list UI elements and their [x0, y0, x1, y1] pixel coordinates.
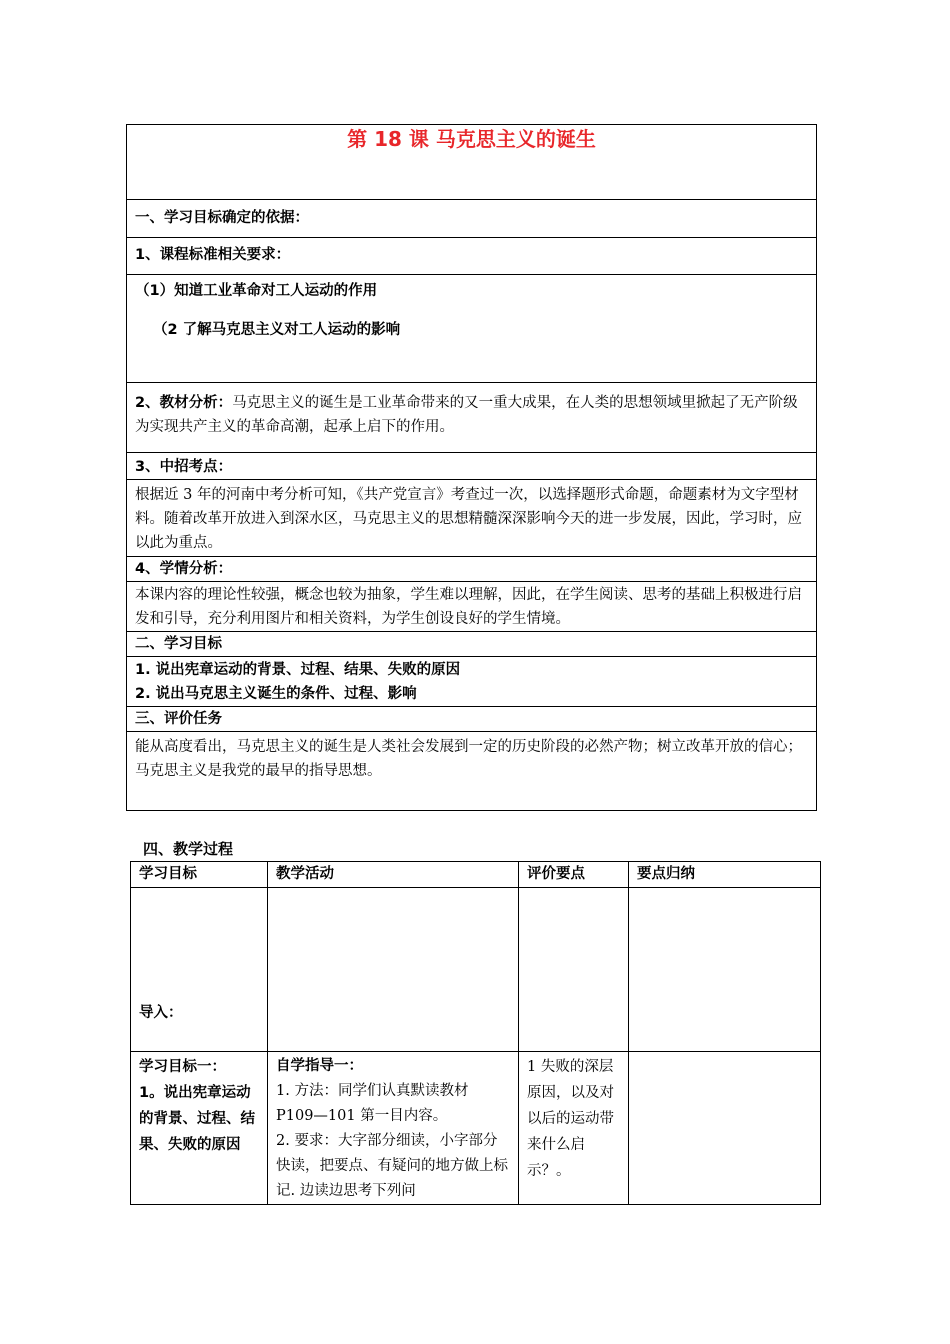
- column-header: 评价要点: [519, 862, 629, 888]
- textbook-analysis-cell: [127, 383, 817, 453]
- eval-point-cell: 1 失败的深层原因，以及对以后的运动带来什么启示？。: [519, 1052, 629, 1205]
- lesson-plan-table: [126, 124, 817, 811]
- column-header: 要点归纳: [629, 862, 821, 888]
- exam-text: 根据近 3 年的河南中考分析可知，《共产党宣言》考查过一次，以选择题形式命题，命题素材为文字型材料。随着改革开放进入到深水区，马克思主义的思想精髓深深影响今天的进一步发展，因此，学习时，应以此为重点。: [127, 480, 817, 557]
- requirement-1: （1）知道工业革命对工人运动的作用: [135, 283, 378, 299]
- exam-heading: 3、中招考点：: [127, 453, 817, 480]
- process-heading: 四、教学过程: [143, 840, 234, 858]
- textbook-label: 2、教材分析：: [135, 395, 233, 411]
- requirements-cell: [127, 275, 817, 383]
- teaching-process-table: [130, 861, 821, 1205]
- column-header: 教学活动: [268, 862, 519, 888]
- intro-cell: [131, 888, 268, 1052]
- goal-one-cell: [131, 1052, 268, 1205]
- textbook-text: 马克思主义的诞生是工业革命带来的又一重大成果，在人类的思想领域里掀起了无产阶级为实现共产主义的革命高潮，起承上启下的作用。: [135, 395, 798, 435]
- title-cell: [127, 125, 817, 200]
- column-header: 学习目标: [131, 862, 268, 888]
- intro-activity-cell: [268, 888, 519, 1052]
- activity-title: 自学指导一：: [276, 1058, 363, 1074]
- eval-heading: 三、评价任务: [127, 707, 817, 732]
- activity-method: 1. 方法：同学们认真默读教材 P109—101 第一目内容。: [276, 1083, 469, 1124]
- curriculum-heading: 1、课程标准相关要求：: [127, 238, 817, 275]
- goals-cell: [127, 657, 817, 707]
- activity-requirement: 2. 要求：大字部分细读，小字部分快读，把要点、有疑问的地方做上标记. 边读边思考下列问: [276, 1133, 508, 1199]
- intro-label: 导入：: [139, 1005, 183, 1021]
- student-text: 本课内容的理论性较强，概念也较为抽象，学生难以理解，因此，在学生阅读、思考的基础上积极进行启发和引导，充分利用图片和相关资料，为学生创设良好的学生情境。: [127, 582, 817, 632]
- goals-heading: 二、学习目标: [127, 632, 817, 657]
- intro-eval-cell: [519, 888, 629, 1052]
- activity-cell: [268, 1052, 519, 1205]
- student-heading: 4、学情分析：: [127, 557, 817, 582]
- intro-summary-cell: [629, 888, 821, 1052]
- goal-2: 2. 说出马克思主义诞生的条件、过程、影响: [135, 686, 417, 702]
- goal-one-text: 1。说出宪章运动的背景、过程、结果、失败的原因: [139, 1085, 255, 1153]
- goal-1: 1. 说出宪章运动的背景、过程、结果、失败的原因: [135, 662, 461, 678]
- page-title: 第 18 课 马克思主义的诞生: [347, 127, 596, 151]
- summary-cell: [629, 1052, 821, 1205]
- requirement-2: （2 了解马克思主义对工人运动的影响: [153, 322, 401, 338]
- basis-heading: 一、学习目标确定的依据：: [127, 200, 817, 238]
- eval-text: 能从高度看出，马克思主义的诞生是人类社会发展到一定的历史阶段的必然产物；树立改革开放的信心；马克思主义是我党的最早的指导思想。: [127, 732, 817, 811]
- goal-one-title: 学习目标一：: [139, 1059, 226, 1075]
